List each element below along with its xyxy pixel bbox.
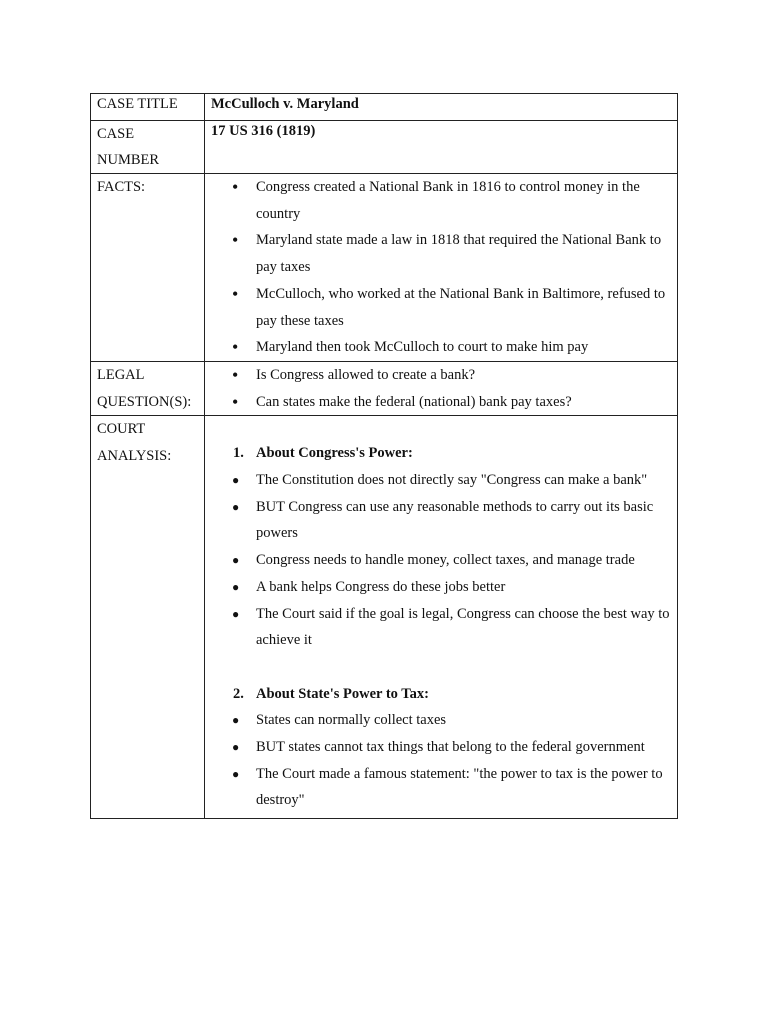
- case-number-label: [91, 121, 204, 173]
- fact-text: Maryland state made a law in 1818 that required the National Bank to pay taxes: [256, 232, 662, 276]
- list-item: [205, 601, 677, 654]
- legal-questions-label-line1: LEGAL: [97, 366, 145, 383]
- facts-row: [91, 174, 678, 362]
- list-item: [205, 281, 677, 334]
- list-item: [205, 707, 677, 734]
- bullet-icon: ●: [232, 740, 240, 755]
- bullet-icon: ●: [232, 713, 240, 728]
- case-number-value-cell: [205, 121, 678, 174]
- fact-text: Congress created a National Bank in 1816 to control money in the country: [256, 179, 640, 222]
- legal-questions-value-cell: [205, 361, 678, 415]
- court-analysis-value-cell: [205, 416, 678, 819]
- analysis-text: The Constitution does not directly say "Congress can make a bank": [256, 472, 648, 489]
- section-heading-text: About State's Power to Tax:: [256, 685, 429, 702]
- case-brief-table: [90, 93, 678, 819]
- case-title-label-cell: [91, 94, 205, 121]
- bullet-icon: •: [232, 391, 239, 412]
- analysis-text: BUT Congress can use any reasonable methods to carry out its basic powers: [256, 498, 654, 542]
- facts-label: FACTS:: [97, 179, 146, 195]
- list-item: [205, 389, 677, 416]
- list-item: [205, 494, 677, 547]
- case-title-label: CASE TITLE: [97, 96, 178, 112]
- court-analysis-label-line1: COURT: [97, 421, 146, 438]
- analysis-text: BUT states cannot tax things that belong to the federal government: [256, 739, 645, 756]
- court-analysis-content: [205, 416, 677, 818]
- list-item: [205, 734, 677, 761]
- court-analysis-label-cell: [91, 416, 205, 819]
- bullet-icon: ●: [232, 579, 240, 594]
- bullet-icon: ●: [232, 553, 240, 568]
- legal-questions-label: [91, 362, 204, 415]
- analysis-section-heading: [205, 681, 677, 708]
- blank-line: [205, 654, 677, 681]
- court-analysis-label: [91, 416, 204, 469]
- question-text: Can states make the federal (national) bank pay taxes?: [256, 393, 572, 410]
- facts-list: [205, 174, 677, 361]
- bullet-icon: ●: [232, 499, 240, 514]
- case-number-value: 17 US 316 (1819): [211, 123, 316, 139]
- list-item: [205, 334, 677, 361]
- list-item: [205, 362, 677, 389]
- legal-questions-label-cell: [91, 361, 205, 415]
- bullet-icon: ●: [232, 766, 240, 781]
- bullet-icon: ●: [232, 473, 240, 488]
- section-heading-text: About Congress's Power:: [256, 445, 413, 462]
- case-number-label-line1: CASE: [97, 126, 135, 142]
- bullet-icon: •: [232, 337, 239, 358]
- analysis-text: Congress needs to handle money, collect taxes, and manage trade: [256, 552, 635, 569]
- case-title-value: McCulloch v. Maryland: [211, 96, 359, 112]
- case-number-row: [91, 121, 678, 174]
- list-item: [205, 467, 677, 494]
- section-number: 2.: [233, 685, 244, 702]
- analysis-section-list: [205, 707, 677, 814]
- court-analysis-row: [91, 416, 678, 819]
- bullet-icon: ●: [232, 606, 240, 621]
- analysis-text: A bank helps Congress do these jobs better: [256, 578, 506, 595]
- list-item: [205, 574, 677, 601]
- analysis-section-heading: [205, 440, 677, 467]
- list-item: [205, 227, 677, 280]
- legal-questions-list: [205, 362, 677, 415]
- facts-value-cell: [205, 174, 678, 362]
- case-title-value-cell: [205, 94, 678, 121]
- facts-label-cell: [91, 174, 205, 362]
- list-item: [205, 547, 677, 574]
- section-number: 1.: [233, 445, 244, 462]
- legal-questions-row: [91, 361, 678, 415]
- case-title-row: [91, 94, 678, 121]
- bullet-icon: •: [232, 230, 239, 251]
- court-analysis-label-line2: ANALYSIS:: [97, 448, 172, 465]
- fact-text: McCulloch, who worked at the National Bank in Baltimore, refused to pay these taxes: [256, 285, 666, 329]
- case-number-label-line2: NUMBER: [97, 152, 160, 168]
- list-item: [205, 761, 677, 814]
- fact-text: Maryland then took McCulloch to court to make him pay: [256, 339, 589, 356]
- case-number-label-cell: [91, 121, 205, 174]
- bullet-icon: •: [232, 364, 239, 385]
- legal-questions-label-line2: QUESTION(S):: [97, 393, 192, 410]
- bullet-icon: •: [232, 177, 239, 197]
- analysis-text: States can normally collect taxes: [256, 712, 447, 729]
- analysis-text: The Court said if the goal is legal, Congress can choose the best way to achieve it: [256, 605, 670, 649]
- analysis-section-list: [205, 467, 677, 654]
- list-item: [205, 174, 677, 227]
- analysis-text: The Court made a famous statement: "the power to tax is the power to destroy": [256, 765, 663, 809]
- question-text: Is Congress allowed to create a bank?: [256, 366, 476, 383]
- bullet-icon: •: [232, 283, 239, 304]
